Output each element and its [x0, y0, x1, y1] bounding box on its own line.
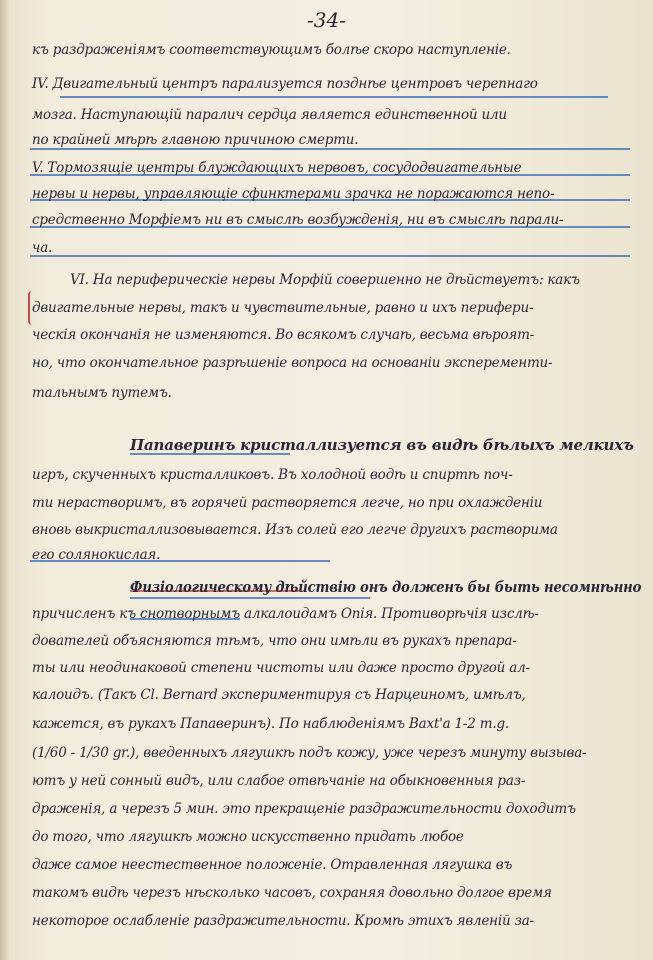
- page-number: -34-: [307, 8, 346, 32]
- text-line: ча.: [32, 240, 53, 256]
- text-line: калоидъ. (Такъ Cl. Bernard экспериментируя съ Нарцеиномъ, имѣлъ,: [32, 687, 526, 703]
- text-line: такомъ видѣ черезъ нѣсколько часовъ, сохраняя довольно долгое время: [32, 885, 552, 901]
- text-line: причисленъ къ снотворнымъ алкалоидамъ Опія. Противорѣчія изслѣ-: [32, 606, 539, 622]
- text-line: нервы и нервы, управляющіе сфинктерами зрачка не поражаются непо-: [32, 186, 555, 202]
- text-line: ты или неодинаковой степени чистоты или даже просто другой ал-: [32, 660, 530, 676]
- text-line: IV. Двигательный центръ парализуется позднѣе центровъ черепнаго: [32, 76, 538, 92]
- text-line: драженія, а черезъ 5 мин. это прекращеніе раздражительности доходитъ: [32, 801, 576, 817]
- text-line: кажется, въ рукахъ Папаверинъ). По наблюденіямъ Baxt'a 1-2 m.g.: [32, 716, 509, 732]
- text-line: ти нерастворимъ, въ горячей растворяется легче, но при охлажденіи: [32, 495, 543, 511]
- section-heading-physiology: Физіологическому дѣйствію онъ долженъ бы быть несомнѣнно: [130, 578, 642, 596]
- text-line: средственно Морфіемъ ни въ смыслѣ возбужденія, ни въ смыслѣ парали-: [32, 212, 564, 228]
- text-line: (1/60 - 1/30 gr.), введенныхъ лягушкѣ подъ кожу, уже черезъ минуту вызыва-: [32, 745, 587, 761]
- text-line: игръ, скученныхъ кристалликовъ. Въ холодной водѣ и спиртѣ поч-: [32, 467, 513, 483]
- text-line: по крайней мѣрѣ главною причиною смерти.: [32, 132, 359, 148]
- text-line: некоторое ослабленіе раздражительности. Кромѣ этихъ явленій за-: [32, 913, 534, 929]
- text-line: но, что окончательное разрѣшеніе вопроса на основаніи эксперементи-: [32, 355, 553, 371]
- section-heading-papaverine: Папаверинъ кристаллизуется въ видѣ бѣлыхъ мелкихъ: [130, 436, 634, 454]
- underline-mark: [130, 597, 370, 599]
- text-line: дователей объясняются тѣмъ, что они имѣли въ рукахъ препара-: [32, 633, 517, 649]
- underline-mark: [60, 96, 608, 98]
- page-spine-shadow: [0, 0, 10, 960]
- text-line: V. Тормозящіе центры блуждающихъ нервовъ, сосудодвигательные: [32, 160, 522, 176]
- underline-mark: [30, 148, 630, 150]
- text-line: вновь выкристаллизовывается. Изъ солей его легче другихъ растворима: [32, 522, 558, 538]
- text-line: тальнымъ путемъ.: [32, 385, 172, 401]
- text-line: ческія окончанія не изменяются. Во всякомъ случаѣ, весьма вѣроят-: [32, 327, 535, 343]
- text-line: ютъ у ней сонный видъ, или слабое отвѣчаніе на обыкновенныя раз-: [32, 773, 526, 789]
- text-line: даже самое неестественное положеніе. Отравленная лягушка въ: [32, 857, 513, 873]
- text-line: VI. На периферическіе нервы Морфій совершенно не дѣйствуетъ: какъ: [70, 272, 580, 288]
- text-line: мозга. Наступающій паралич сердца является единственной или: [32, 107, 507, 123]
- text-line: его солянокислая.: [32, 547, 161, 563]
- text-line: къ раздраженіямъ соответствующимъ болѣе скоро наступленіе.: [32, 42, 511, 58]
- text-line: двигательные нервы, такъ и чувствительные, равно и ихъ перифери-: [32, 300, 534, 316]
- text-line: до того, что лягушкѣ можно искусственно придать любое: [32, 829, 464, 845]
